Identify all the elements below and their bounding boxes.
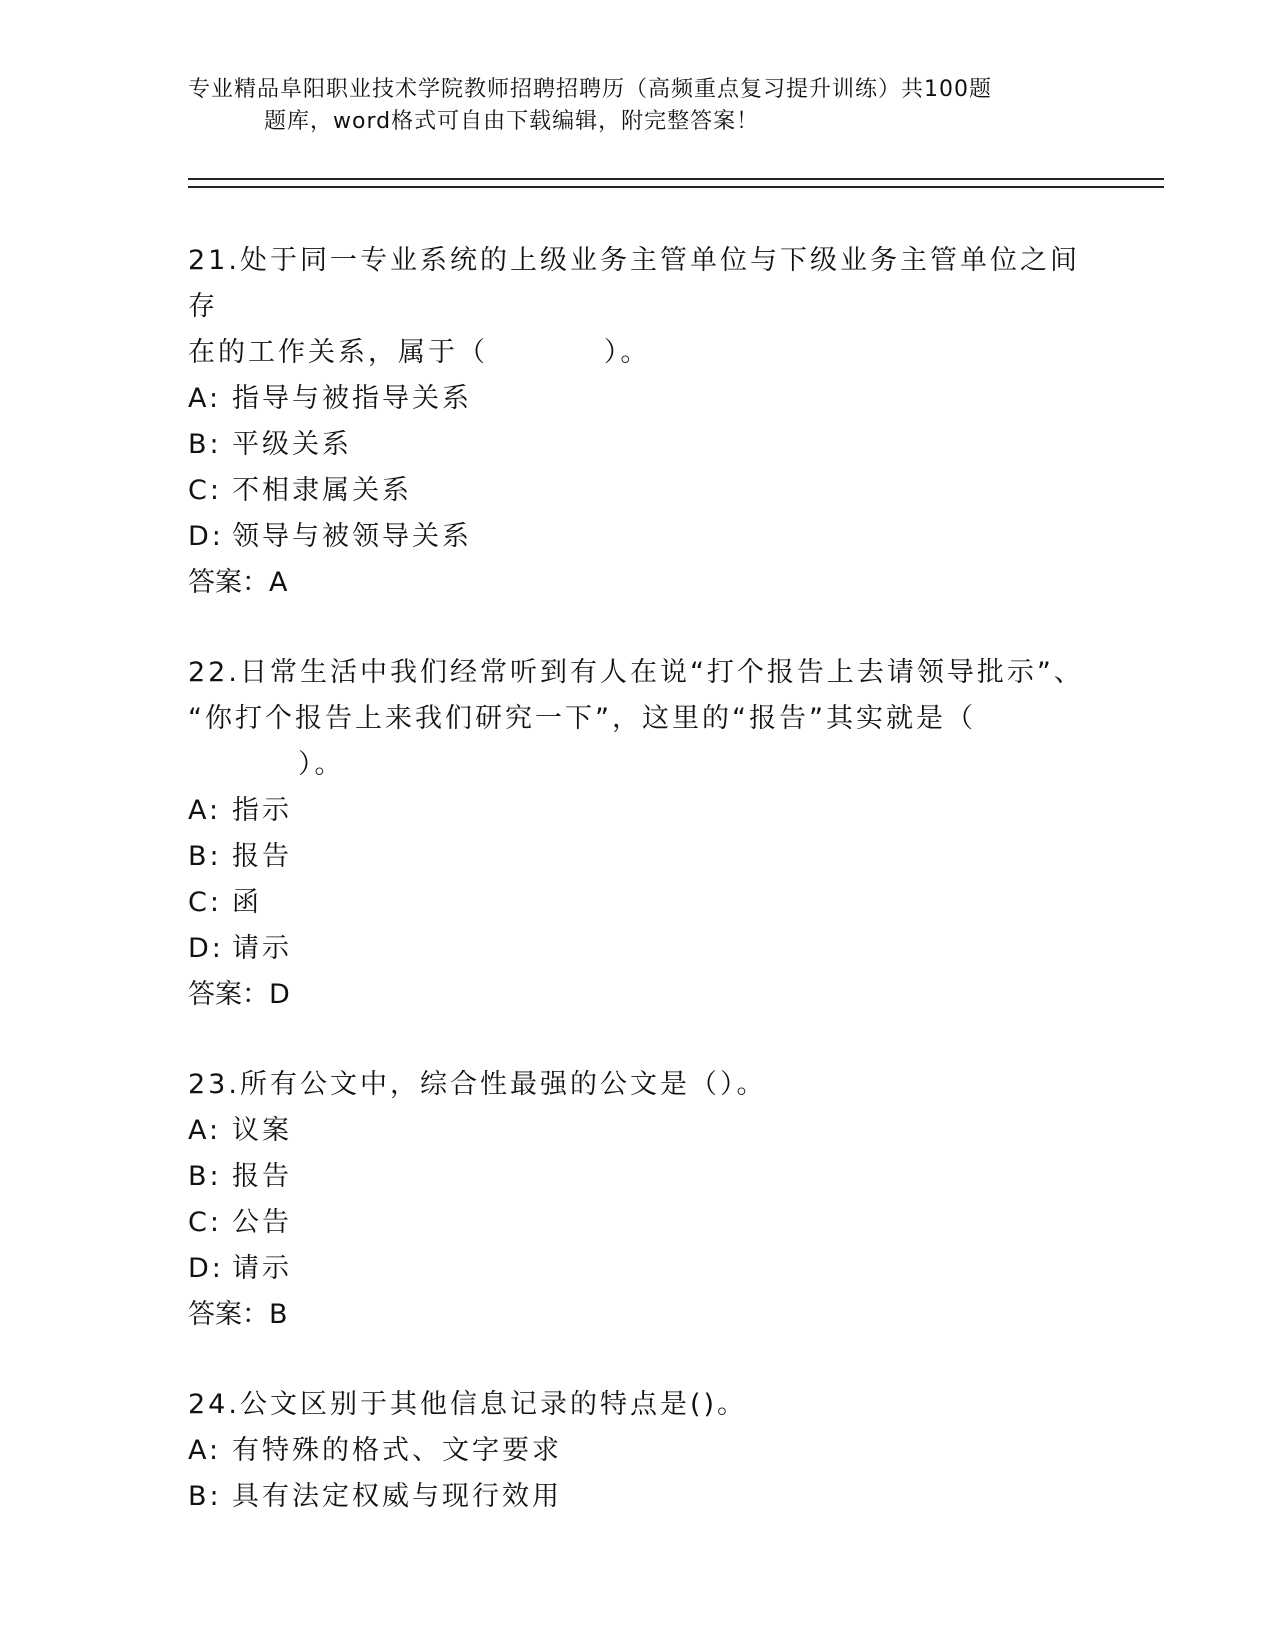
header-title-line1: 专业精品阜阳职业技术学院教师招聘招聘历（高频重点复习提升训练）共100题 (188, 77, 992, 102)
option-d (188, 1246, 1088, 1292)
question-21 (188, 238, 1088, 606)
option-text: 指导与被指导关系 (232, 383, 472, 414)
question-stem-line (188, 742, 1088, 788)
option-text: 领导与被领导关系 (232, 521, 472, 552)
option-text: 议案 (232, 1115, 292, 1146)
option-text: 指示 (232, 795, 292, 826)
option-text: 函 (232, 887, 262, 918)
option-c (188, 1200, 1088, 1246)
option-key: C: (188, 1207, 222, 1238)
option-a (188, 376, 1088, 422)
option-key: A: (188, 1115, 222, 1146)
option-c (188, 880, 1088, 926)
option-text: 请示 (232, 933, 292, 964)
option-text: 请示 (232, 1253, 292, 1284)
question-stem-line: 22.日常生活中我们经常听到有人在说“打个报告上去请领导批示”、 (188, 657, 1084, 688)
option-b (188, 1474, 1088, 1520)
question-stem-line: 在的工作关系，属于（ ）。 (188, 337, 651, 368)
option-key: D: (188, 521, 224, 552)
option-key: B: (188, 841, 222, 872)
option-text: 有特殊的格式、文字要求 (232, 1435, 562, 1466)
option-key: A: (188, 795, 222, 826)
question-stem-line: 21.处于同一专业系统的上级业务主管单位与下级业务主管单位之间存 (188, 245, 1080, 322)
option-text: 公告 (232, 1207, 292, 1238)
option-key: C: (188, 887, 222, 918)
question-22 (188, 650, 1088, 1018)
option-text: 报告 (232, 841, 292, 872)
option-key: A: (188, 383, 222, 414)
answer-line: 答案：A (188, 567, 288, 598)
option-b (188, 834, 1088, 880)
question-24 (188, 1382, 1088, 1520)
page-header (188, 74, 1088, 138)
option-key: C: (188, 475, 222, 506)
question-list (188, 238, 1088, 1564)
option-key: B: (188, 1481, 222, 1512)
option-key: A: (188, 1435, 222, 1466)
option-text: 具有法定权威与现行效用 (232, 1481, 562, 1512)
header-title-line2: 题库，word格式可自由下载编辑，附完整答案！ (264, 109, 760, 134)
option-b (188, 1154, 1088, 1200)
answer-line: 答案：B (188, 1299, 288, 1330)
option-a (188, 1108, 1088, 1154)
option-text: 不相隶属关系 (232, 475, 412, 506)
option-key: D: (188, 933, 224, 964)
header-double-rule (188, 178, 1164, 188)
option-c (188, 468, 1088, 514)
option-text: 平级关系 (232, 429, 352, 460)
option-text: 报告 (232, 1161, 292, 1192)
question-23 (188, 1062, 1088, 1338)
question-stem-continuation: ）。 (298, 749, 345, 780)
option-a (188, 788, 1088, 834)
option-key: B: (188, 1161, 222, 1192)
option-key: D: (188, 1253, 224, 1284)
question-stem-line: 23.所有公文中，综合性最强的公文是（）。 (188, 1069, 767, 1100)
question-stem-line: 24.公文区别于其他信息记录的特点是()。 (188, 1389, 748, 1420)
option-b (188, 422, 1088, 468)
answer-line: 答案：D (188, 979, 290, 1010)
question-stem-line: “你打个报告上来我们研究一下”，这里的“报告”其实就是（ (188, 703, 976, 734)
option-d (188, 926, 1088, 972)
option-a (188, 1428, 1088, 1474)
option-d (188, 514, 1088, 560)
option-key: B: (188, 429, 222, 460)
